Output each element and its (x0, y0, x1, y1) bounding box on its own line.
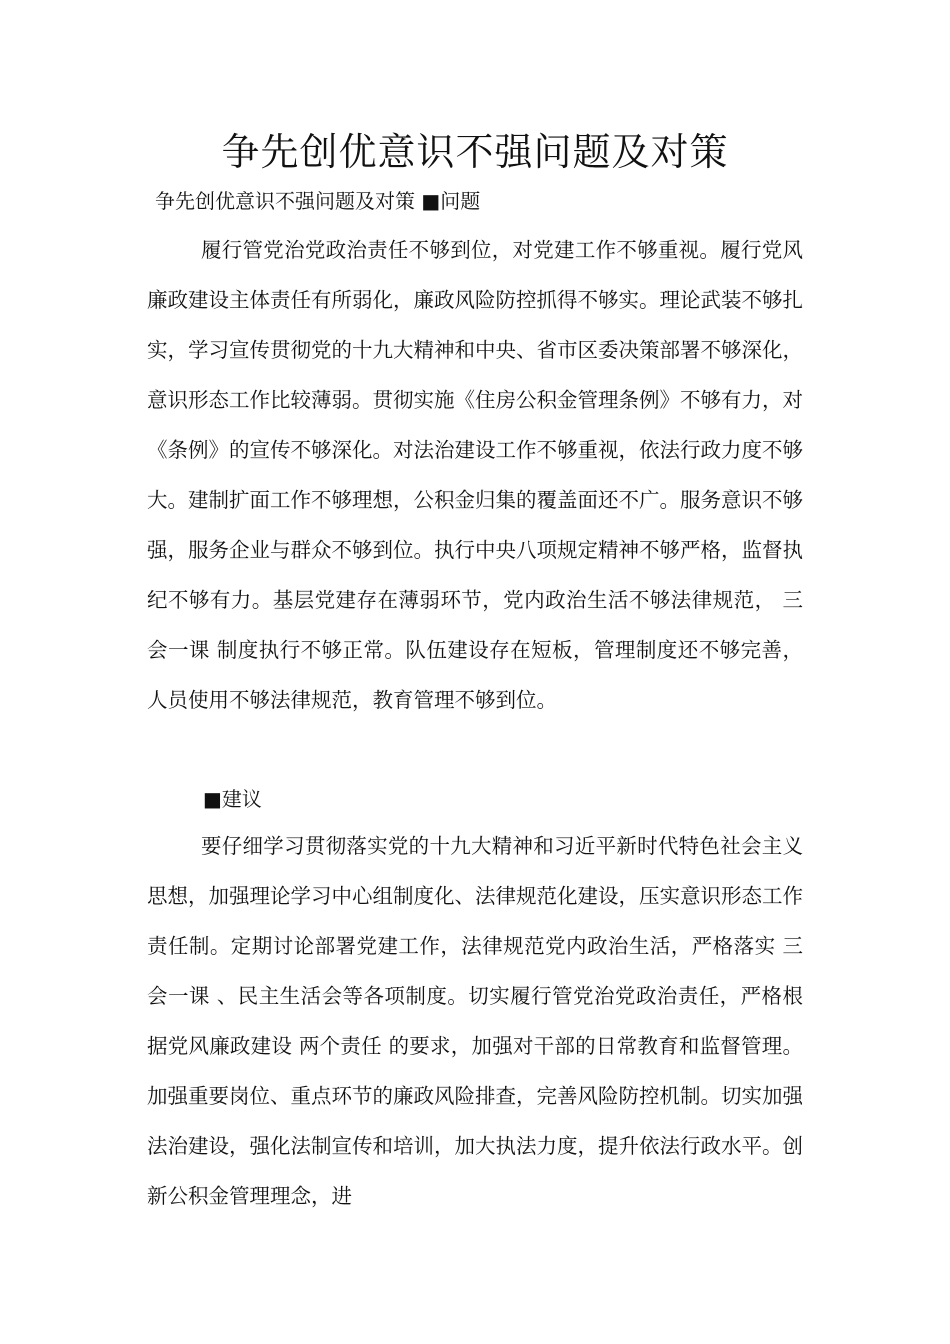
problem-paragraph: 履行管党治党政治责任不够到位，对党建工作不够重视。履行党风廉政建设主体责任有所弱化，廉政风险防控抓得不够实。理论武装不够扎实，学习宣传贯彻党的十九大精神和中央、省市区委决策部署不够深化，意识形态工作比较薄弱。贯彻实施《住房公积金管理条例》不够有力，对《条例》的宣传不够深化。对法治建设工作不够重视，依法行政力度不够大。建制扩面工作不够理想，公积金归集的覆盖面还不广。服务意识不够强，服务企业与群众不够到位。执行中央八项规定精神不够严格，监督执纪不够有力。基层党建存在薄弱环节，党内政治生活不够法律规范， 三会一课 制度执行不够正常。队伍建设存在短板，管理制度还不够完善，人员使用不够法律规范，教育管理不够到位。 (147, 238, 803, 712)
advice-paragraph: 要仔细学习贯彻落实党的十九大精神和习近平新时代特色社会主义思想，加强理论学习中心组制度化、法律规范化建设，压实意识形态工作责任制。定期讨论部署党建工作，法律规范党内政治生活，严格落实 三会一课 、民主生活会等各项制度。切实履行管党治党政治责任，严格根据党风廉政建设 两个责任 的要求，加强对干部的日常教育和监督管理。加强重要岗位、重点环节的廉政风险排查，完善风险防控机制。切实加强法治建设，强化法制宣传和培训，加大执法力度，提升依法行政水平。创新公积金管理理念，进 (147, 834, 803, 1208)
advice-heading: ■建议 (203, 787, 262, 811)
document-title: 争先创优意识不强问题及对策 (221, 130, 729, 174)
document-subtitle: 争先创优意识不强问题及对策 ■问题 (155, 189, 481, 213)
